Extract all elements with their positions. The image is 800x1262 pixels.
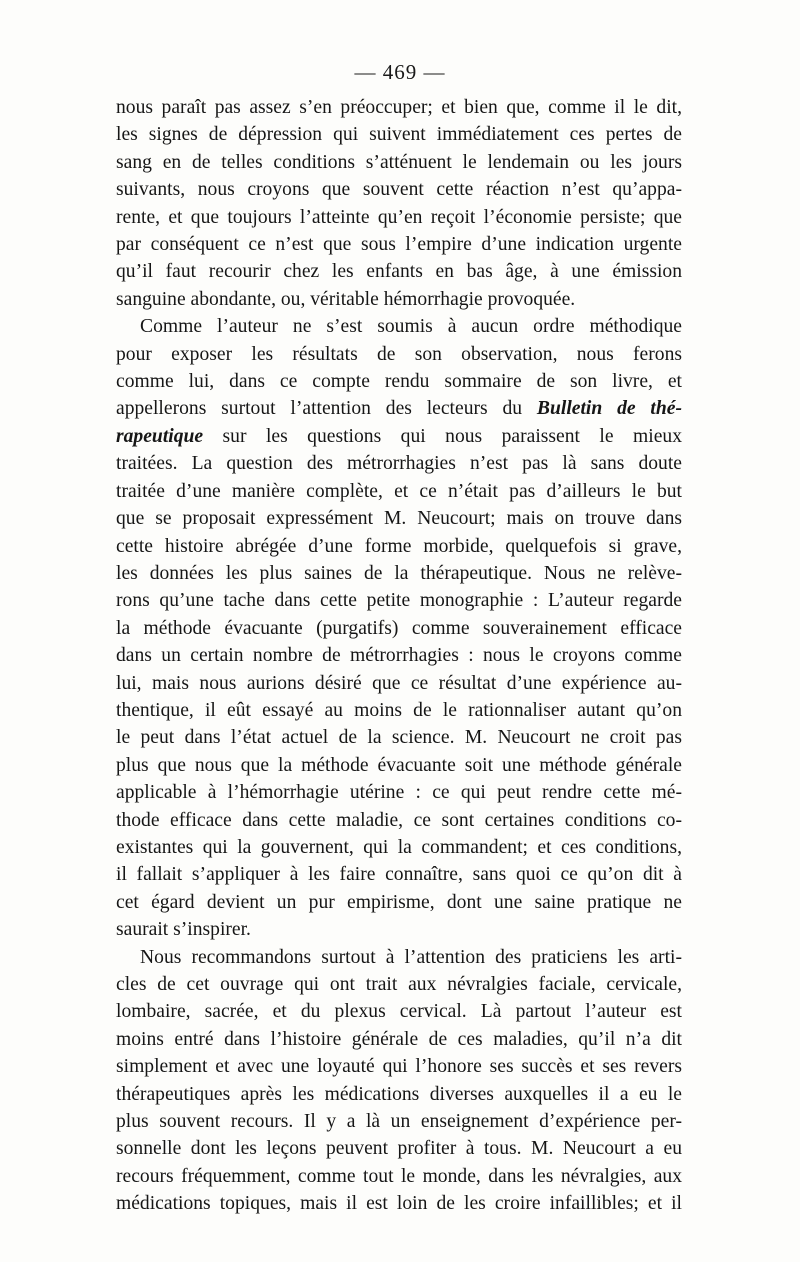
text-segment: sur les questions qui nous paraissent le mieux <box>203 425 682 447</box>
paragraph-3 <box>116 944 682 1218</box>
text-line: les données les plus saines de la thérapeutique. Nous ne relève- <box>116 562 682 584</box>
text-line: dans un certain nombre de métrorrhagies : nous le croyons comme <box>116 645 682 667</box>
text-line: cles de cet ouvrage qui ont trait aux névralgies faciale, cervicale, <box>116 974 682 995</box>
text-line: que se proposait expressément M. Neucourt; mais on trouve dans <box>116 508 682 530</box>
text-line: le peut dans l’état actuel de la science. M. Neucourt ne croit pas <box>116 727 682 749</box>
paragraph-1 <box>116 94 682 313</box>
text-line: applicable à l’hémorrhagie utérine : ce qui peut rendre cette mé- <box>116 782 682 804</box>
text-line: thérapeutiques après les médications diverses auxquelles il a eu le <box>116 1083 682 1105</box>
text-line: il fallait s’appliquer à les faire connaître, sans quoi ce qu’on dit à <box>116 864 682 886</box>
text-line: médications topiques, mais il est loin de les croire infaillibles; et il <box>116 1193 682 1215</box>
text-line: sang en de telles conditions s’atténuent le lendemain ou les jours <box>116 151 682 173</box>
text-line: les signes de dépression qui suivent immédiatement ces pertes de <box>116 124 682 146</box>
text-line: moins entré dans l’histoire générale de ces maladies, qu’il n’a dit <box>116 1028 682 1050</box>
text-line: thode efficace dans cette maladie, ce sont certaines conditions co- <box>116 809 682 831</box>
text-line: qu’il faut recourir chez les enfants en bas âge, à une émission <box>116 261 682 283</box>
text-line: la méthode évacuante (purgatifs) comme souverainement efficace <box>116 617 682 639</box>
paragraph-2 <box>116 313 682 943</box>
text-line: lui, mais nous aurions désiré que ce résultat d’une expérience au- <box>116 672 682 694</box>
text-line: thentique, il eût essayé au moins de le rationnaliser autant qu’on <box>116 699 682 721</box>
text-line: recours fréquemment, comme tout le monde, dans les névralgies, aux <box>116 1165 682 1187</box>
page-number: — 469 — <box>354 60 446 84</box>
text-line: rons qu’une tache dans cette petite monographie : L’auteur regarde <box>116 590 682 612</box>
text-line-with-italic <box>116 395 682 422</box>
text-line: traitées. La question des métrorrhagies n’est pas là sans doute <box>116 453 682 475</box>
text-line: simplement et avec une loyauté qui l’honore ses succès et ses revers <box>116 1056 682 1078</box>
text-line: comme lui, dans ce compte rendu sommaire de son livre, et <box>116 371 682 393</box>
text-line: lombaire, sacrée, et du plexus cervical. Là partout l’auteur est <box>116 1001 682 1023</box>
text-line: cet égard devient un pur empirisme, dont une saine pratique ne <box>116 891 682 913</box>
text-line: cette histoire abrégée d’une forme morbide, quelquefois si grave, <box>116 535 682 557</box>
text-line-with-italic <box>116 423 682 450</box>
body-text <box>116 94 682 1218</box>
text-line: traitée d’une manière complète, et ce n’était pas d’ailleurs le but <box>116 480 682 502</box>
text-line: Nous recommandons surtout à l’attention des praticiens les arti- <box>140 946 682 968</box>
italic-title: Bulletin de thé- <box>536 398 682 420</box>
text-line: sanguine abondante, ou, véritable hémorrhagie provoquée. <box>116 288 576 310</box>
text-line: saurait s’inspirer. <box>116 919 251 941</box>
text-line: nous paraît pas assez s’en préoccuper; et bien que, comme il le dit, <box>116 97 682 118</box>
text-line: Comme l’auteur ne s’est soumis à aucun ordre méthodique <box>140 316 682 338</box>
text-line: rente, et que toujours l’atteinte qu’en reçoit l’économie persiste; que <box>116 206 682 228</box>
text-line: plus que nous que la méthode évacuante soit une méthode générale <box>116 754 682 776</box>
text-line: suivants, nous croyons que souvent cette réaction n’est qu’appa- <box>116 179 682 201</box>
text-line: existantes qui la gouvernent, qui la commandent; et ces conditions, <box>116 836 682 858</box>
text-line: par conséquent ce n’est que sous l’empire d’une indication urgente <box>116 234 682 256</box>
text-segment: appellerons surtout l’attention des lecteurs du <box>116 398 523 420</box>
italic-title: rapeutique <box>116 425 204 447</box>
text-line: sonnelle dont les leçons peuvent profiter à tous. M. Neucourt a eu <box>116 1138 682 1160</box>
text-line: pour exposer les résultats de son observation, nous ferons <box>116 343 682 365</box>
text-line: plus souvent recours. Il y a là un enseignement d’expérience per- <box>116 1111 682 1133</box>
